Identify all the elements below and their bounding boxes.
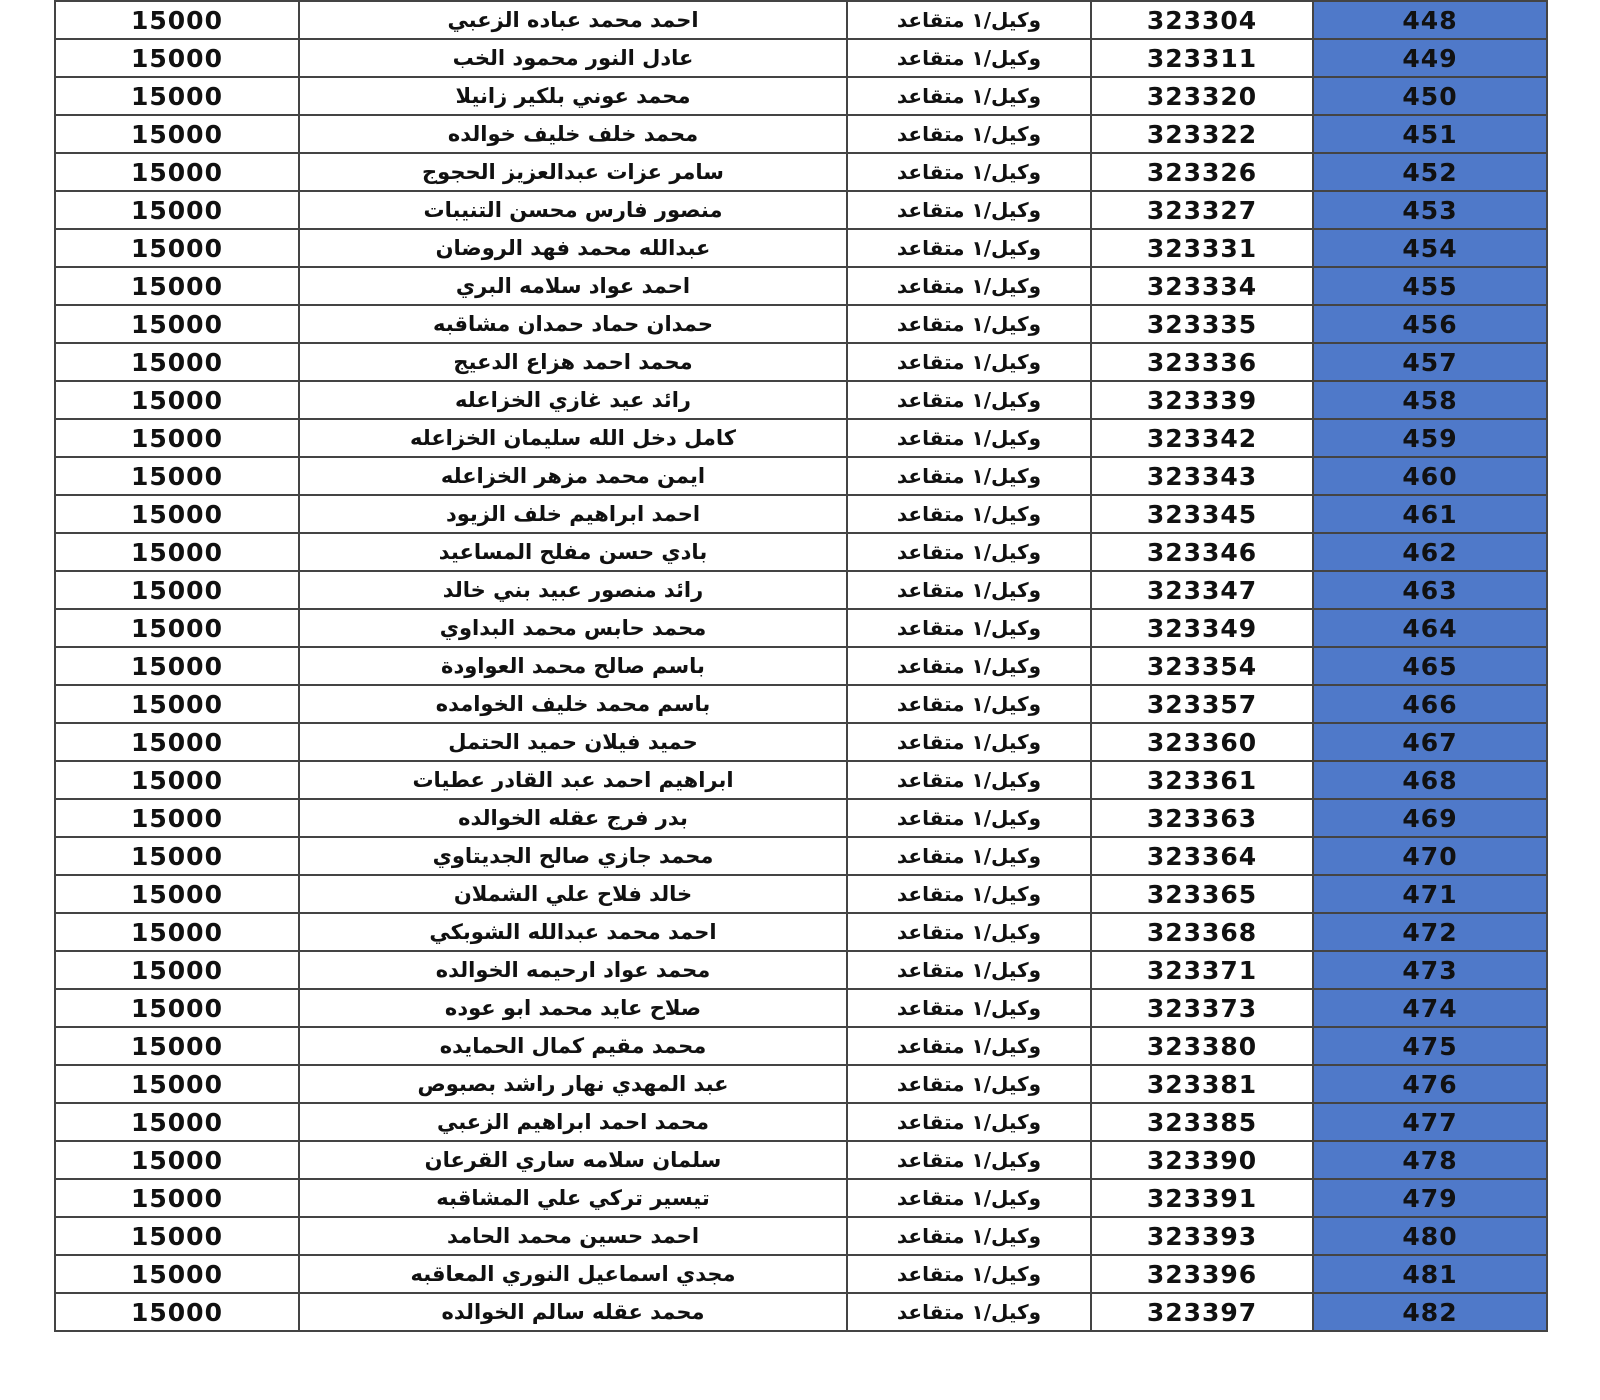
id-cell: 323360 <box>1091 723 1313 761</box>
id-cell: 323381 <box>1091 1065 1313 1103</box>
rank-cell: وكيل/١ متقاعد <box>847 609 1091 647</box>
table-row <box>55 799 1547 837</box>
amount-cell: 15000 <box>55 77 299 115</box>
name-cell: احمد محمد عباده الزعبي <box>299 1 847 39</box>
table-row <box>55 1255 1547 1293</box>
seq-cell: 453 <box>1313 191 1547 229</box>
id-cell: 323368 <box>1091 913 1313 951</box>
table-row <box>55 1103 1547 1141</box>
rank-cell: وكيل/١ متقاعد <box>847 191 1091 229</box>
seq-cell: 466 <box>1313 685 1547 723</box>
rank-cell: وكيل/١ متقاعد <box>847 305 1091 343</box>
name-cell: بادي حسن مفلح المساعيد <box>299 533 847 571</box>
rank-cell: وكيل/١ متقاعد <box>847 837 1091 875</box>
amount-cell: 15000 <box>55 685 299 723</box>
table-row <box>55 153 1547 191</box>
table-row <box>55 989 1547 1027</box>
rank-cell: وكيل/١ متقاعد <box>847 685 1091 723</box>
seq-cell: 462 <box>1313 533 1547 571</box>
rank-cell: وكيل/١ متقاعد <box>847 1065 1091 1103</box>
id-cell: 323385 <box>1091 1103 1313 1141</box>
rank-cell: وكيل/١ متقاعد <box>847 1103 1091 1141</box>
id-cell: 323335 <box>1091 305 1313 343</box>
table-row <box>55 951 1547 989</box>
seq-cell: 463 <box>1313 571 1547 609</box>
rank-cell: وكيل/١ متقاعد <box>847 229 1091 267</box>
rank-cell: وكيل/١ متقاعد <box>847 951 1091 989</box>
name-cell: منصور فارس محسن التنيبات <box>299 191 847 229</box>
amount-cell: 15000 <box>55 1179 299 1217</box>
seq-cell: 460 <box>1313 457 1547 495</box>
seq-cell: 452 <box>1313 153 1547 191</box>
id-cell: 323322 <box>1091 115 1313 153</box>
roster-table-body <box>55 1 1547 1331</box>
table-row <box>55 267 1547 305</box>
id-cell: 323354 <box>1091 647 1313 685</box>
table-row <box>55 39 1547 77</box>
rank-cell: وكيل/١ متقاعد <box>847 381 1091 419</box>
amount-cell: 15000 <box>55 229 299 267</box>
rank-cell: وكيل/١ متقاعد <box>847 1141 1091 1179</box>
rank-cell: وكيل/١ متقاعد <box>847 533 1091 571</box>
rank-cell: وكيل/١ متقاعد <box>847 875 1091 913</box>
name-cell: احمد حسين محمد الحامد <box>299 1217 847 1255</box>
rank-cell: وكيل/١ متقاعد <box>847 723 1091 761</box>
amount-cell: 15000 <box>55 267 299 305</box>
id-cell: 323361 <box>1091 761 1313 799</box>
amount-cell: 15000 <box>55 875 299 913</box>
amount-cell: 15000 <box>55 951 299 989</box>
id-cell: 323391 <box>1091 1179 1313 1217</box>
id-cell: 323345 <box>1091 495 1313 533</box>
amount-cell: 15000 <box>55 115 299 153</box>
name-cell: تيسير تركي علي المشاقبه <box>299 1179 847 1217</box>
name-cell: رائد منصور عبيد بني خالد <box>299 571 847 609</box>
name-cell: حميد فيلان حميد الحتمل <box>299 723 847 761</box>
name-cell: محمد عوني بلكير زانيلا <box>299 77 847 115</box>
table-row <box>55 381 1547 419</box>
name-cell: كامل دخل الله سليمان الخزاعله <box>299 419 847 457</box>
id-cell: 323349 <box>1091 609 1313 647</box>
table-row <box>55 1065 1547 1103</box>
name-cell: صلاح عايد محمد ابو عوده <box>299 989 847 1027</box>
seq-cell: 479 <box>1313 1179 1547 1217</box>
seq-cell: 468 <box>1313 761 1547 799</box>
table-row <box>55 685 1547 723</box>
amount-cell: 15000 <box>55 913 299 951</box>
table-row <box>55 1 1547 39</box>
table-row <box>55 609 1547 647</box>
table-row <box>55 115 1547 153</box>
id-cell: 323365 <box>1091 875 1313 913</box>
amount-cell: 15000 <box>55 647 299 685</box>
name-cell: عبد المهدي نهار راشد بصبوص <box>299 1065 847 1103</box>
id-cell: 323336 <box>1091 343 1313 381</box>
name-cell: حمدان حماد حمدان مشاقبه <box>299 305 847 343</box>
id-cell: 323331 <box>1091 229 1313 267</box>
amount-cell: 15000 <box>55 1027 299 1065</box>
seq-cell: 464 <box>1313 609 1547 647</box>
seq-cell: 457 <box>1313 343 1547 381</box>
seq-cell: 482 <box>1313 1293 1547 1331</box>
seq-cell: 465 <box>1313 647 1547 685</box>
id-cell: 323311 <box>1091 39 1313 77</box>
seq-cell: 470 <box>1313 837 1547 875</box>
amount-cell: 15000 <box>55 799 299 837</box>
name-cell: خالد فلاح علي الشملان <box>299 875 847 913</box>
rank-cell: وكيل/١ متقاعد <box>847 647 1091 685</box>
amount-cell: 15000 <box>55 761 299 799</box>
name-cell: محمد احمد هزاع الدعيج <box>299 343 847 381</box>
id-cell: 323304 <box>1091 1 1313 39</box>
id-cell: 323326 <box>1091 153 1313 191</box>
table-row <box>55 419 1547 457</box>
seq-cell: 477 <box>1313 1103 1547 1141</box>
rank-cell: وكيل/١ متقاعد <box>847 153 1091 191</box>
name-cell: محمد عواد ارحيمه الخوالده <box>299 951 847 989</box>
name-cell: باسم محمد خليف الخوامده <box>299 685 847 723</box>
amount-cell: 15000 <box>55 1103 299 1141</box>
rank-cell: وكيل/١ متقاعد <box>847 1293 1091 1331</box>
id-cell: 323320 <box>1091 77 1313 115</box>
seq-cell: 448 <box>1313 1 1547 39</box>
rank-cell: وكيل/١ متقاعد <box>847 799 1091 837</box>
amount-cell: 15000 <box>55 1293 299 1331</box>
table-row <box>55 533 1547 571</box>
id-cell: 323327 <box>1091 191 1313 229</box>
rank-cell: وكيل/١ متقاعد <box>847 495 1091 533</box>
name-cell: محمد احمد ابراهيم الزعبي <box>299 1103 847 1141</box>
amount-cell: 15000 <box>55 837 299 875</box>
rank-cell: وكيل/١ متقاعد <box>847 913 1091 951</box>
name-cell: سامر عزات عبدالعزيز الحجوج <box>299 153 847 191</box>
table-row <box>55 571 1547 609</box>
rank-cell: وكيل/١ متقاعد <box>847 1255 1091 1293</box>
table-row <box>55 1179 1547 1217</box>
amount-cell: 15000 <box>55 533 299 571</box>
id-cell: 323393 <box>1091 1217 1313 1255</box>
table-row <box>55 77 1547 115</box>
amount-cell: 15000 <box>55 39 299 77</box>
rank-cell: وكيل/١ متقاعد <box>847 761 1091 799</box>
amount-cell: 15000 <box>55 1141 299 1179</box>
rank-cell: وكيل/١ متقاعد <box>847 457 1091 495</box>
rank-cell: وكيل/١ متقاعد <box>847 267 1091 305</box>
seq-cell: 476 <box>1313 1065 1547 1103</box>
table-row <box>55 1217 1547 1255</box>
amount-cell: 15000 <box>55 571 299 609</box>
rank-cell: وكيل/١ متقاعد <box>847 77 1091 115</box>
table-row <box>55 913 1547 951</box>
id-cell: 323357 <box>1091 685 1313 723</box>
name-cell: بدر فرج عقله الخوالده <box>299 799 847 837</box>
seq-cell: 472 <box>1313 913 1547 951</box>
seq-cell: 478 <box>1313 1141 1547 1179</box>
table-row <box>55 229 1547 267</box>
rank-cell: وكيل/١ متقاعد <box>847 39 1091 77</box>
name-cell: محمد مقيم كمال الحمايده <box>299 1027 847 1065</box>
name-cell: احمد محمد عبدالله الشوبكي <box>299 913 847 951</box>
table-row <box>55 723 1547 761</box>
rank-cell: وكيل/١ متقاعد <box>847 1217 1091 1255</box>
name-cell: مجدي اسماعيل النوري المعاقبه <box>299 1255 847 1293</box>
seq-cell: 474 <box>1313 989 1547 1027</box>
name-cell: ايمن محمد مزهر الخزاعله <box>299 457 847 495</box>
seq-cell: 454 <box>1313 229 1547 267</box>
amount-cell: 15000 <box>55 343 299 381</box>
id-cell: 323364 <box>1091 837 1313 875</box>
seq-cell: 469 <box>1313 799 1547 837</box>
id-cell: 323390 <box>1091 1141 1313 1179</box>
id-cell: 323339 <box>1091 381 1313 419</box>
amount-cell: 15000 <box>55 1 299 39</box>
table-row <box>55 875 1547 913</box>
name-cell: باسم صالح محمد العواودة <box>299 647 847 685</box>
table-row <box>55 343 1547 381</box>
seq-cell: 451 <box>1313 115 1547 153</box>
seq-cell: 450 <box>1313 77 1547 115</box>
rank-cell: وكيل/١ متقاعد <box>847 571 1091 609</box>
amount-cell: 15000 <box>55 1065 299 1103</box>
amount-cell: 15000 <box>55 153 299 191</box>
id-cell: 323347 <box>1091 571 1313 609</box>
roster-sheet <box>54 0 1546 1398</box>
amount-cell: 15000 <box>55 1217 299 1255</box>
rank-cell: وكيل/١ متقاعد <box>847 1179 1091 1217</box>
id-cell: 323342 <box>1091 419 1313 457</box>
amount-cell: 15000 <box>55 1255 299 1293</box>
table-row <box>55 1293 1547 1331</box>
id-cell: 323346 <box>1091 533 1313 571</box>
seq-cell: 456 <box>1313 305 1547 343</box>
amount-cell: 15000 <box>55 723 299 761</box>
seq-cell: 459 <box>1313 419 1547 457</box>
rank-cell: وكيل/١ متقاعد <box>847 419 1091 457</box>
table-row <box>55 495 1547 533</box>
id-cell: 323380 <box>1091 1027 1313 1065</box>
id-cell: 323363 <box>1091 799 1313 837</box>
table-row <box>55 1027 1547 1065</box>
seq-cell: 475 <box>1313 1027 1547 1065</box>
rank-cell: وكيل/١ متقاعد <box>847 1 1091 39</box>
name-cell: محمد خلف خليف خوالده <box>299 115 847 153</box>
table-row <box>55 837 1547 875</box>
name-cell: ابراهيم احمد عبد القادر عطيات <box>299 761 847 799</box>
name-cell: احمد ابراهيم خلف الزيود <box>299 495 847 533</box>
amount-cell: 15000 <box>55 191 299 229</box>
id-cell: 323396 <box>1091 1255 1313 1293</box>
seq-cell: 449 <box>1313 39 1547 77</box>
rank-cell: وكيل/١ متقاعد <box>847 115 1091 153</box>
name-cell: محمد عقله سالم الخوالده <box>299 1293 847 1331</box>
name-cell: سلمان سلامه ساري القرعان <box>299 1141 847 1179</box>
amount-cell: 15000 <box>55 381 299 419</box>
table-row <box>55 647 1547 685</box>
seq-cell: 471 <box>1313 875 1547 913</box>
seq-cell: 461 <box>1313 495 1547 533</box>
amount-cell: 15000 <box>55 457 299 495</box>
rank-cell: وكيل/١ متقاعد <box>847 1027 1091 1065</box>
amount-cell: 15000 <box>55 305 299 343</box>
seq-cell: 467 <box>1313 723 1547 761</box>
name-cell: رائد عيد غازي الخزاعله <box>299 381 847 419</box>
table-row <box>55 191 1547 229</box>
seq-cell: 480 <box>1313 1217 1547 1255</box>
seq-cell: 481 <box>1313 1255 1547 1293</box>
seq-cell: 455 <box>1313 267 1547 305</box>
seq-cell: 473 <box>1313 951 1547 989</box>
table-row <box>55 761 1547 799</box>
amount-cell: 15000 <box>55 609 299 647</box>
id-cell: 323334 <box>1091 267 1313 305</box>
name-cell: محمد جازي صالح الجديتاوي <box>299 837 847 875</box>
amount-cell: 15000 <box>55 989 299 1027</box>
seq-cell: 458 <box>1313 381 1547 419</box>
roster-table <box>54 0 1548 1332</box>
table-row <box>55 1141 1547 1179</box>
id-cell: 323373 <box>1091 989 1313 1027</box>
rank-cell: وكيل/١ متقاعد <box>847 989 1091 1027</box>
name-cell: احمد عواد سلامه البري <box>299 267 847 305</box>
rank-cell: وكيل/١ متقاعد <box>847 343 1091 381</box>
name-cell: عبدالله محمد فهد الروضان <box>299 229 847 267</box>
name-cell: عادل النور محمود الخب <box>299 39 847 77</box>
table-row <box>55 457 1547 495</box>
id-cell: 323343 <box>1091 457 1313 495</box>
amount-cell: 15000 <box>55 495 299 533</box>
amount-cell: 15000 <box>55 419 299 457</box>
id-cell: 323371 <box>1091 951 1313 989</box>
id-cell: 323397 <box>1091 1293 1313 1331</box>
table-row <box>55 305 1547 343</box>
name-cell: محمد حابس محمد البداوي <box>299 609 847 647</box>
